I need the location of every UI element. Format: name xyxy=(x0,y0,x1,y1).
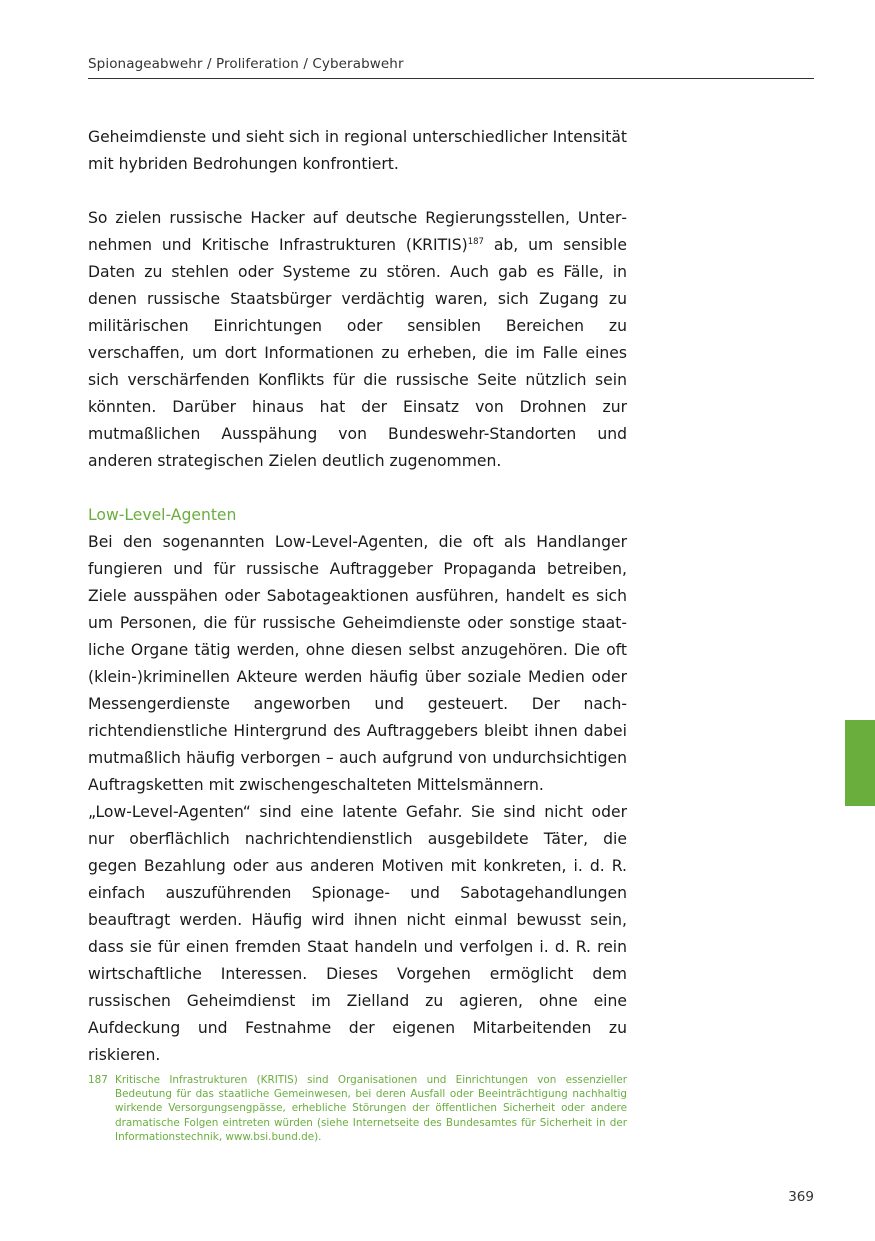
paragraph-spacer xyxy=(88,475,627,502)
page-number: 369 xyxy=(788,1189,814,1205)
footnote-text: Kritische Infrastrukturen (KRITIS) sind Organisationen und Einrichtungen von essenzieller Bedeutung für das staatliche Gemeinwesen, bei deren Ausfall oder Beeinträchtigung nachhaltig wirkende Versorgungsengpässe, erhebliche Störungen der öffentlichen Sicherheit oder andere dramatische Folgen eintreten würden (siehe Internetseite des Bundesamtes für Sicherheit in der Informationstechnik, www.bsi.bund.de). xyxy=(115,1074,627,1143)
paragraph xyxy=(88,205,627,475)
footnote xyxy=(88,1073,627,1144)
footnote-reference[interactable]: 187 xyxy=(467,237,484,247)
paragraph: Geheimdienste und sieht sich in regional unterschiedlicher Intensität mit hybriden Bedrohungen konfrontiert. xyxy=(88,128,627,173)
paragraph-spacer xyxy=(88,178,627,205)
main-text xyxy=(88,124,627,1069)
section-heading: Low-Level-Agenten xyxy=(88,506,237,524)
header-divider xyxy=(88,78,814,79)
chapter-marker-tab xyxy=(845,720,875,806)
running-header: Spionageabwehr / Proliferation / Cyberabwehr xyxy=(88,56,404,72)
footnote-number: 187 xyxy=(88,1074,108,1086)
paragraph: Bei den sogenannten Low-Level-Agenten, die oft als Handlanger fungieren und für russische Auftraggeber Propaganda betreiben, Ziele ausspähen oder Sabotageaktionen ausführen, handelt es sich um Personen, die für russische Geheimdienste oder sonstige staatliche Organe tätig werden, ohne diesen selbst anzugehören. Die oft (klein-)kriminellen Akteure werden häufig über soziale Medien oder Messengerdienste angeworben und gesteuert. Der nachrichtendienstliche Hintergrund des Auftraggebers bleibt ihnen dabei mutmaßlich häufig verborgen – auch aufgrund von undurchsichtigen Auftragsketten mit zwischengeschalteten Mittelsmännern. xyxy=(88,533,627,794)
paragraph-text: So zielen russische Hacker auf deutsche Regierungsstellen, Unternehmen und Kritische Infrastrukturen (KRITIS) xyxy=(88,209,627,254)
paragraph-text: ab, um sensible Daten zu stehlen oder Systeme zu stören. Auch gab es Fälle, in denen russische Staatsbürger verdächtig waren, sich Zugang zu militärischen Einrichtungen oder sensiblen Bereichen zu verschaffen, um dort Informationen zu erheben, die im Falle eines sich verschärfenden Konflikts für die russische Seite nützlich sein könnten. Darüber hinaus hat der Einsatz von Drohnen zur mutmaßlichen Ausspähung von Bundeswehr-Standorten und anderen strategischen Zielen deutlich zugenommen. xyxy=(88,236,627,470)
paragraph: „Low-Level-Agenten“ sind eine latente Gefahr. Sie sind nicht oder nur oberflächlich nachrichtendienstlich ausgebildete Täter, die gegen Bezahlung oder aus anderen Motiven mit konkreten, i. d. R. einfach auszuführenden Spionage- und Sabotagehandlungen beauftragt werden. Häufig wird ihnen nicht einmal bewusst sein, dass sie für einen fremden Staat handeln und verfolgen i. d. R. rein wirtschaftliche Interessen. Dieses Vorgehen ermöglicht dem russischen Geheimdienst im Zielland zu agieren, ohne eine Aufdeckung und Festnahme der eigenen Mitarbeitenden zu riskieren. xyxy=(88,803,627,1064)
